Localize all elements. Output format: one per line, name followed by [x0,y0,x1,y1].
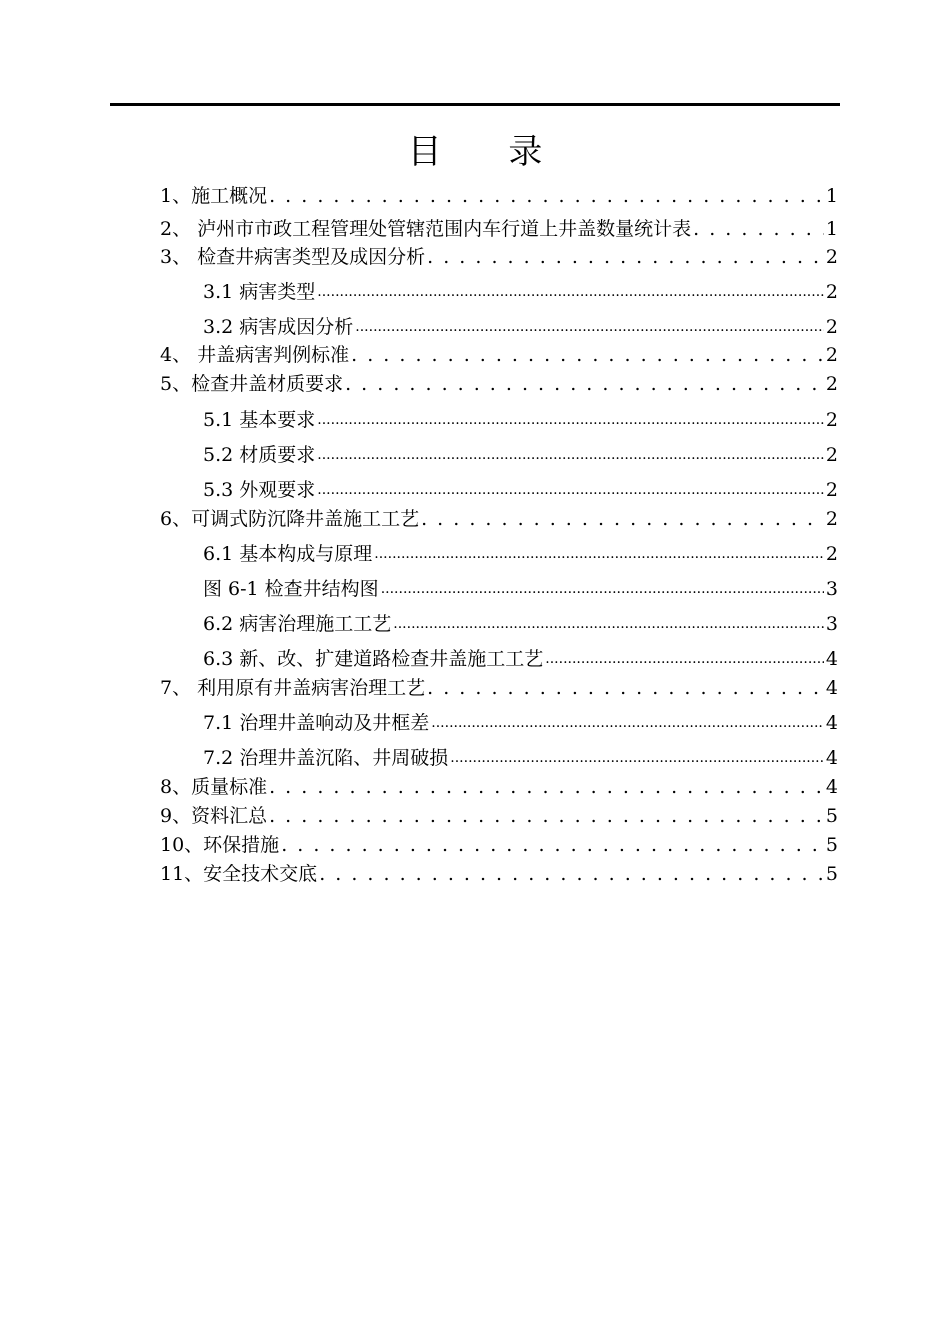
toc-entry-page: 4 [825,712,838,734]
toc-entry-page: 2 [825,316,838,338]
toc-entry-page: 2 [825,344,838,366]
toc-entry-label: 5.3 外观要求 [203,479,316,501]
toc-entry[interactable] [160,676,838,700]
toc-leader-dots [355,313,824,339]
toc-entry-label: 7.2 治理井盖沉陷、井周破损 [203,747,449,769]
toc-leader-dots [393,610,824,636]
toc-entry[interactable] [160,507,838,531]
toc-entry-page: 2 [825,479,838,501]
toc-entry[interactable] [160,775,838,799]
toc-entry[interactable] [203,443,838,467]
toc-leader-dots [545,645,824,671]
toc-entry-label: 11、安全技术交底 [160,863,318,885]
toc-entry-label: 3.2 病害成因分析 [203,316,354,338]
toc-entry[interactable] [203,280,838,304]
toc-leader-dots [450,744,824,770]
page-title: 目 录 [407,132,571,172]
toc-entry[interactable] [160,343,838,367]
toc-entry[interactable] [160,184,838,208]
toc-entry-label: 6、可调式防沉降井盖施工工艺 [160,508,420,530]
toc-entry-page: 5 [825,805,838,827]
toc-entry-page: 2 [825,409,838,431]
toc-entry[interactable] [203,647,838,671]
toc-entry[interactable] [203,478,838,502]
toc-entry-page: 3 [825,613,838,635]
toc-leader-dots [351,343,824,367]
toc-entry-label: 5.2 材质要求 [203,444,316,466]
toc-entry-label: 3.1 病害类型 [203,281,316,303]
toc-leader-dots [693,217,824,241]
toc-leader-dots [374,540,824,566]
toc-entry[interactable] [203,711,838,735]
toc-entry[interactable] [203,542,838,566]
toc-entry-page: 5 [825,834,838,856]
toc-leader-dots [317,406,824,432]
toc-leader-dots [345,372,824,396]
toc-entry[interactable] [160,833,838,857]
toc-entry[interactable] [203,577,838,601]
toc-leader-dots [269,775,824,799]
toc-leader-dots [317,476,824,502]
toc-entry-label: 9、资料汇总 [160,805,268,827]
toc-leader-dots [317,278,824,304]
toc-entry-label: 4、 井盖病害判例标准 [160,344,350,366]
toc-entry-label: 3、 检查井病害类型及成因分析 [160,246,426,268]
toc-entry-page: 2 [825,246,838,268]
toc-leader-dots [269,184,824,208]
toc-entry[interactable] [203,408,838,432]
toc-entry-label: 图 6-1 检查井结构图 [203,578,379,600]
toc-entry-page: 2 [825,543,838,565]
toc-entry-label: 7.1 治理井盖响动及井框差 [203,712,430,734]
toc-leader-dots [421,507,824,531]
toc-entry-label: 1、施工概况 [160,185,268,207]
toc-entry-page: 2 [825,373,838,395]
toc-leader-dots [431,709,824,735]
toc-entry[interactable] [160,862,838,886]
toc-leader-dots [319,862,824,886]
toc-leader-dots [317,441,824,467]
toc-entry-label: 10、环保措施 [160,834,280,856]
toc-entry-label: 6.3 新、改、扩建道路检查井盖施工工艺 [203,648,544,670]
toc-entry-page: 3 [825,578,838,600]
toc-entry-page: 2 [825,444,838,466]
toc-entry-label: 5.1 基本要求 [203,409,316,431]
toc-entry[interactable] [160,372,838,396]
toc-entry-label: 7、 利用原有井盖病害治理工艺 [160,677,426,699]
toc-entry[interactable] [203,612,838,636]
toc-entry-page: 1 [825,218,838,240]
toc-entry-page: 2 [825,281,838,303]
toc-entry[interactable] [203,746,838,770]
toc-entry-page: 4 [825,776,838,798]
toc-entry-page: 4 [825,747,838,769]
toc-entry-label: 6.2 病害治理施工工艺 [203,613,392,635]
toc-entry[interactable] [160,245,838,269]
toc-entry[interactable] [203,315,838,339]
toc-entry-label: 6.1 基本构成与原理 [203,543,373,565]
toc-entry[interactable] [160,804,838,828]
toc-entry-label: 5、检查井盖材质要求 [160,373,344,395]
toc-leader-dots [427,676,824,700]
toc-entry-label: 8、质量标准 [160,776,268,798]
toc-entry-page: 2 [825,508,838,530]
toc-leader-dots [427,245,824,269]
toc-entry[interactable] [160,217,838,241]
toc-entry-label: 2、 泸州市市政工程管理处管辖范围内车行道上井盖数量统计表 [160,218,692,240]
toc-leader-dots [281,833,824,857]
toc-leader-dots [269,804,824,828]
header-rule [110,103,840,106]
toc-entry-page: 5 [825,863,838,885]
toc-leader-dots [381,575,824,601]
toc-entry-page: 4 [825,648,838,670]
toc-entry-page: 1 [825,185,838,207]
toc-entry-page: 4 [825,677,838,699]
